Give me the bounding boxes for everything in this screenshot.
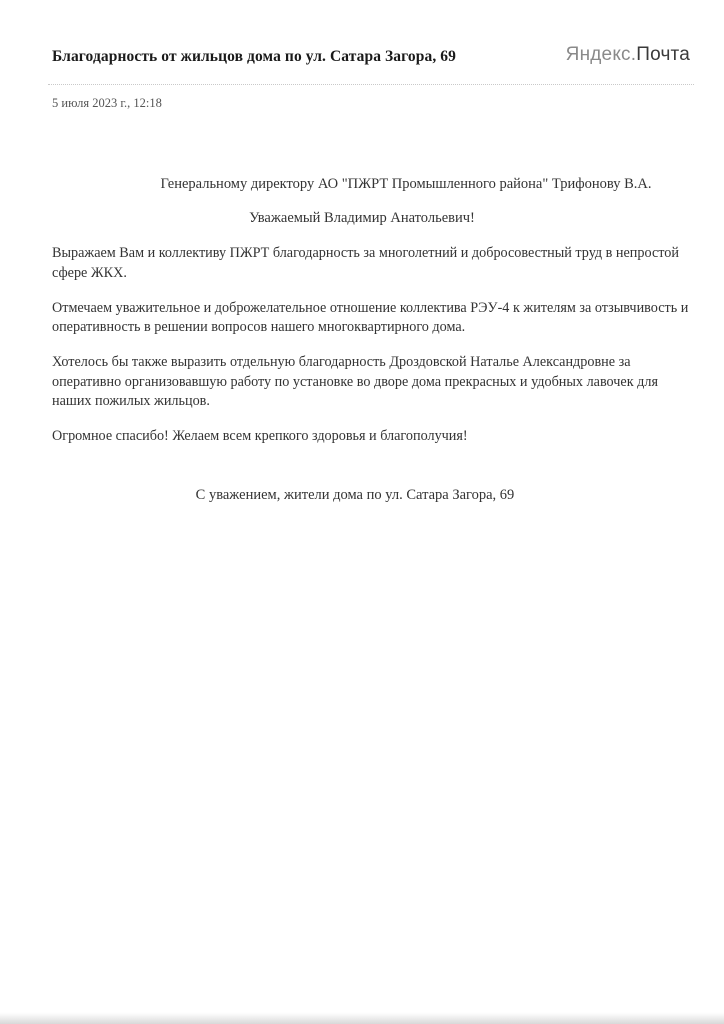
letter-salutation: Уважаемый Владимир Анатольевич! — [249, 210, 475, 226]
letter-body — [52, 244, 700, 462]
yandex-mail-logo — [566, 44, 690, 66]
letter-paragraph: Огромное спасибо! Желаем всем крепкого здоровья и благополучия! — [52, 428, 468, 444]
email-subject-title: Благодарность от жильцов дома по ул. Сатара Загора, 69 — [52, 48, 456, 65]
header-divider — [48, 84, 694, 85]
letter-paragraph: Отмечаем уважительное и доброжелательное отношение коллектива РЭУ-4 к жителям за отзывчивость и оперативность в решении вопросов нашего многоквартирного дома. — [52, 299, 689, 335]
logo-dot: . — [630, 44, 637, 65]
letter-addressee: Генеральному директору АО "ПЖРТ Промышленного района" Трифонову В.А. — [160, 176, 652, 192]
logo-part-yandex: Яндекс — [565, 44, 631, 65]
letter-paragraph: Выражаем Вам и коллективу ПЖРТ благодарность за многолетний и добросовестный труд в непростой сфере ЖКХ. — [52, 245, 679, 281]
scan-bottom-edge — [0, 1016, 724, 1024]
letter-signature: С уважением, жители дома по ул. Сатара Загора, 69 — [195, 487, 515, 503]
email-date: 5 июля 2023 г., 12:18 — [52, 96, 162, 110]
letter-paragraph: Хотелось бы также выразить отдельную благодарность Дроздовской Наталье Александровне за оперативно организовавшую работу по установке во дворе дома прекрасных и удобных лавочек для наших пожилых жильцов. — [52, 354, 658, 409]
logo-part-pochta: Почта — [636, 44, 690, 65]
